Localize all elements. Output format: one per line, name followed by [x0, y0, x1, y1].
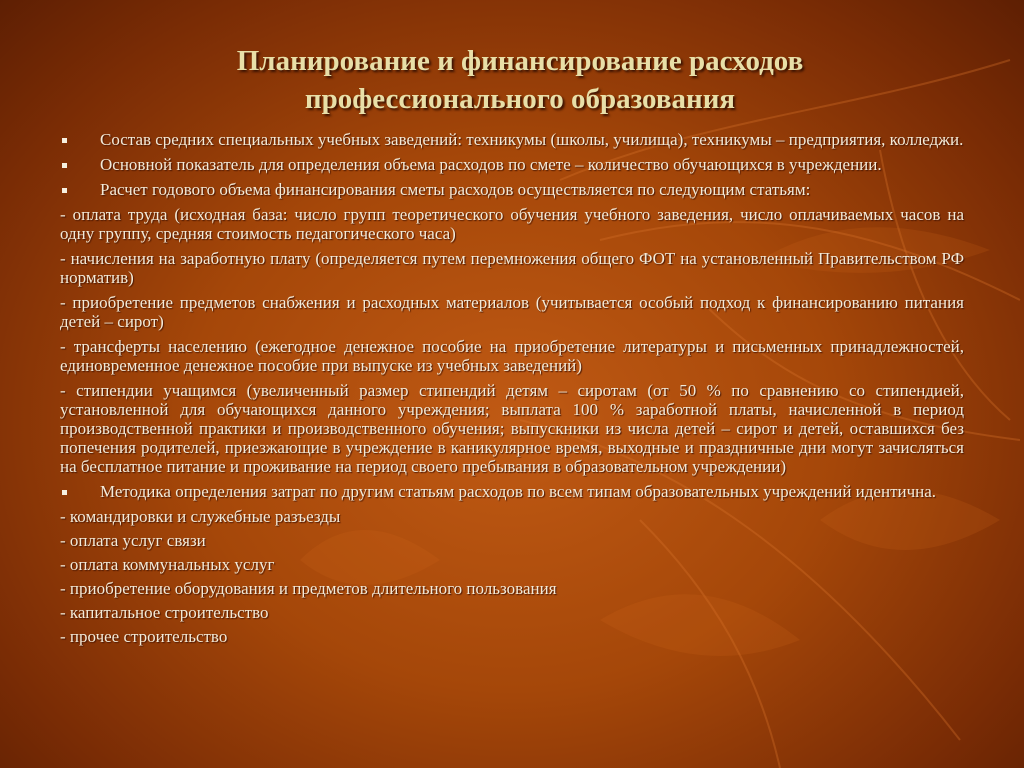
square-bullet-icon	[62, 188, 67, 193]
square-bullet-icon	[62, 138, 67, 143]
square-bullet-icon	[62, 490, 67, 495]
dash-item: - оплата труда (исходная база: число групп теоретического обучения учебного заведения, число оплачиваемых часов на одну группу, средняя стоимость педагогического часа)	[60, 205, 964, 243]
slide-title-line-2: профессионального образования	[304, 83, 736, 115]
slide-title	[100, 42, 940, 118]
dash-item: - начисления на заработную плату (определяется путем перемножения общего ФОТ на установленный Правительством РФ норматив)	[60, 249, 964, 287]
dash-item: - прочее строительство	[60, 627, 228, 646]
slide-title-line-1: Планирование и финансирование расходов	[236, 45, 804, 77]
bullet-item	[60, 180, 964, 199]
bullet-text: Методика определения затрат по другим статьям расходов по всем типам образовательных учреждений идентична.	[100, 482, 937, 501]
bullet-item	[60, 482, 964, 501]
bullet-text: Состав средних специальных учебных заведений: техникумы (школы, училища), техникумы – предприятия, колледжи.	[100, 130, 964, 149]
dash-item: - командировки и служебные разъезды	[60, 507, 341, 526]
bullet-text: Основной показатель для определения объема расходов по смете – количество обучающихся в учреждении.	[100, 155, 882, 174]
dash-item: - приобретение предметов снабжения и расходных материалов (учитывается особый подход к финансированию питания детей – сирот)	[60, 293, 964, 331]
square-bullet-icon	[62, 163, 67, 168]
bullet-text: Расчет годового объема финансирования сметы расходов осуществляется по следующим статьям:	[100, 180, 811, 199]
dash-item: - оплата коммунальных услуг	[60, 555, 275, 574]
dash-item: - оплата услуг связи	[60, 531, 206, 550]
dash-item: - приобретение оборудования и предметов длительного пользования	[60, 579, 557, 598]
dash-item: - стипендии учащимся (увеличенный размер стипендий детям – сиротам (от 50 % по сравнению со стипендией, установленной для обучающихся данного учреждения; выплата 100 % заработной платы, начисленной в период производственной практики и производственного обучения; выпускники из числа детей – сирот и детей, оставшихся без попечения родителей, приезжающие в учреждение в каникулярное время, выходные и праздничные дни могут зачисляться на бесплатное питание и проживание на период своего пребывания в образовательном учреждении)	[60, 381, 964, 476]
bullet-item	[60, 130, 964, 149]
slide-body	[60, 130, 964, 651]
bullet-item	[60, 155, 964, 174]
dash-item: - капитальное строительство	[60, 603, 269, 622]
dash-item: - трансферты населению (ежегодное денежное пособие на приобретение литературы и письменных принадлежностей, единовременное денежное пособие при выпуске из учебных заведений)	[60, 337, 964, 375]
